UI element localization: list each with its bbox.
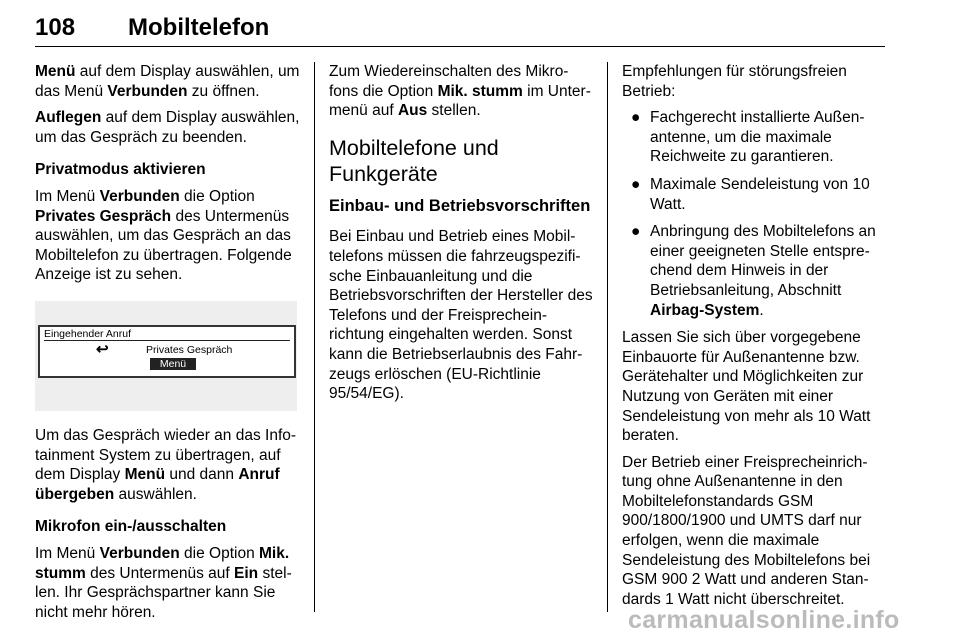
paragraph: Im Menü Verbunden die Option Mik. stumm des Untermenüs auf Ein stel-len. Ihr Gesprächspartner kann Sie nicht mehr hören. xyxy=(35,544,292,621)
bullet-icon: ● xyxy=(631,175,641,193)
paragraph: Im Menü Verbunden die Option Privates Gespräch des Untermenüs auswählen, um das Gespräch an das Mobiltelefon zu übertragen. Folgende Anzeige ist zu sehen. xyxy=(35,187,292,284)
display-screen xyxy=(38,325,296,378)
chapter-title: Mobiltelefon xyxy=(128,14,270,41)
paragraph: Empfehlungen für störungsfreien Betrieb: xyxy=(622,63,847,100)
call-transfer-icon: ↩ xyxy=(96,340,109,358)
section-heading: Mikrofon ein-/ausschalten xyxy=(35,518,227,536)
column-middle xyxy=(329,62,597,411)
section-heading: Privatmodus aktivieren xyxy=(35,161,206,179)
paragraph: Der Betrieb einer Freisprecheinrich-tung ohne Außenantenne in den Mobiltelefonstandards GSM 900/1800/1900 und UMTS darf nur erfolgen, wenn die maximale Sendeleistung des Mobiltelefons bei GSM 900 2 Watt und anderen Stan-dards 1 Watt nicht überschreitet. xyxy=(622,453,871,608)
column-divider xyxy=(607,62,608,612)
page-number: 108 xyxy=(35,14,76,41)
paragraph: Zum Wiedereinschalten des Mikro-fons die Option Mik. stumm im Unter-menü auf Aus stellen. xyxy=(329,63,591,120)
display-menu-button: Menü xyxy=(150,358,196,370)
subsection-heading: Einbau- und Betriebsvorschriften xyxy=(329,196,591,215)
watermark: carmanualsonline.info xyxy=(628,606,900,634)
paragraph: Lassen Sie sich über vorgegebene Einbauorte für Außenantenne bzw. Gerätehalter und Möglichkeiten zur Nutzung von Geräten mit einer Sendeleistung von mehr als 10 Watt beraten. xyxy=(622,329,871,445)
display-heading: Eingehender Anruf xyxy=(44,327,131,340)
display-figure xyxy=(35,301,297,411)
column-divider xyxy=(314,62,315,612)
paragraph: Auflegen auf dem Display auswählen, um das Gespräch zu beenden. xyxy=(35,109,300,146)
paragraph: Menü auf dem Display auswählen, um das Menü Verbunden zu öffnen. xyxy=(35,63,300,100)
bullet-list xyxy=(622,108,890,320)
list-item: ● Fachgerecht installierte Außen-antenne, um die maximale Reichweite zu garantieren. xyxy=(631,109,865,166)
display-divider xyxy=(44,340,290,341)
page-header xyxy=(35,6,885,47)
bullet-icon: ● xyxy=(631,109,641,127)
display-caller: Privates Gespräch xyxy=(146,343,233,356)
paragraph: Bei Einbau und Betrieb eines Mobil-telefons müssen die fahrzeugspezifi-sche Einbauanleitung und die Betriebsvorschriften der Hersteller des Telefons und der Freisprechein-richtung eingehalten werden. Sonst kann die Betriebserlaubnis des Fahr-zeugs erlöschen (EU-Richtlinie 95/54/EG). xyxy=(329,228,593,403)
column-left xyxy=(35,62,303,629)
bullet-icon: ● xyxy=(631,223,641,241)
column-right xyxy=(622,62,890,616)
paragraph: Um das Gespräch wieder an das Info-tainment System zu übertragen, auf dem Display Menü und dann Anruf übergeben auswählen. xyxy=(35,426,297,503)
list-item: ● Maximale Sendeleistung von 10 Watt. xyxy=(631,175,870,213)
list-item: ● Anbringung des Mobiltelefons an einer geeigneten Stelle entspre-chend dem Hinweis in der Betriebsanleitung, Abschnitt Airbag-System. xyxy=(631,223,876,319)
chapter-heading: Mobiltelefone und Funkgeräte xyxy=(329,135,499,186)
